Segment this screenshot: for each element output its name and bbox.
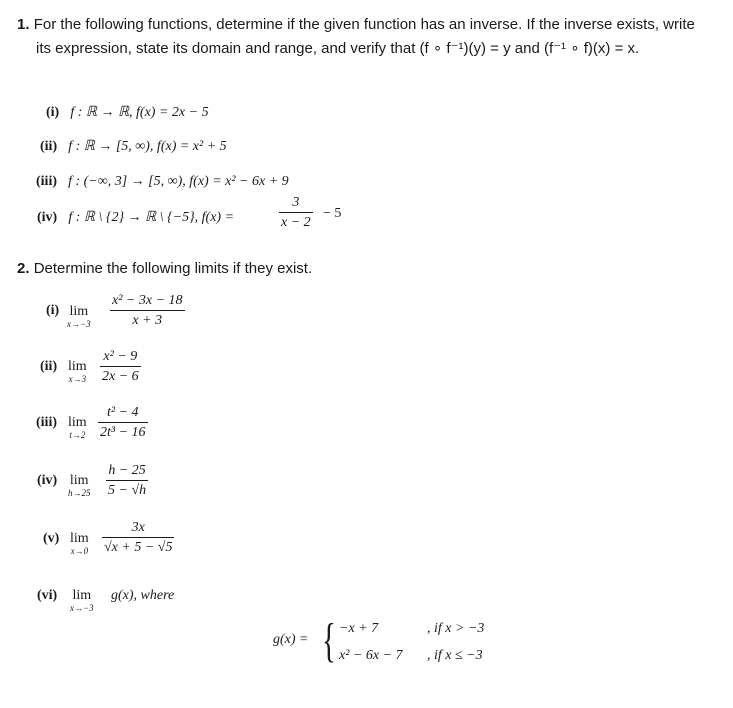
item-text: f : ℝ → ℝ, f(x) = 2x − 5 [70,105,209,120]
fraction-bar [279,212,313,213]
lim-subscript: t→2 [69,430,86,440]
q1-heading-line1 [17,16,695,33]
q1-item-ii [40,135,227,155]
q2-item-vi-text: g(x), where [111,588,175,603]
item-label: (ii) [40,139,58,154]
q2-item-iv-label: (iv) [37,473,58,488]
q2-heading [17,260,312,277]
piecewise-case1-expr: −x + 7 [339,621,379,636]
q2-item-v-label: (v) [43,531,60,546]
left-brace-icon: { [322,614,336,667]
q2-item-iv-fraction [106,462,148,499]
item-label: (i) [46,105,60,120]
fraction-bar [102,537,174,538]
piecewise-lhs: g(x) = [273,632,309,647]
lim-word: lim [69,304,89,319]
item-text: f : ℝ \ {2} → ℝ \ {−5}, f(x) = [68,210,235,225]
denominator: x − 2 [281,215,311,230]
fraction-bar [110,310,185,311]
q1-line2: its expression, state its domain and range, and verify that (f ∘ f⁻¹)(y) = y and (f⁻¹ ∘ f)(x) = x. [36,40,640,57]
q1-number: 1. [17,16,30,33]
lim-subscript: x→−3 [70,603,94,613]
fraction-bar [106,480,148,481]
q2-item-iii-label: (iii) [36,415,57,430]
lim-subscript: x→3 [68,374,87,384]
item-label: (iv) [37,210,58,225]
q1-item-iii [36,170,289,190]
lim-subscript: h→25 [68,488,91,498]
q2-item-ii-fraction [100,348,141,385]
lim-word: lim [69,473,89,488]
numerator: 3 [292,195,300,210]
lim-word: lim [68,415,87,430]
q1-line1: For the following functions, determine if the given function has an inverse. If the inverse exists, write [33,16,695,33]
q2-item-iv-limit [68,474,91,498]
piecewise-case1-cond: , if x > −3 [427,621,485,636]
denominator: √x + 5 − √5 [104,540,173,555]
q2-item-i-label: (i) [46,303,60,318]
numerator: x² − 9 [103,349,138,364]
q2-item-iii-limit [68,416,87,440]
q2-item-v-limit [70,532,89,556]
lim-subscript: x→−3 [67,319,91,329]
fraction-bar [100,366,141,367]
q1-item-i [46,101,209,121]
numerator: 3x [131,520,145,535]
numerator: h − 25 [108,463,146,478]
piecewise-case2-cond: , if x ≤ −3 [427,648,483,663]
q2-item-ii-label: (ii) [40,359,58,374]
fraction-bar [98,422,148,423]
numerator: x² − 3x − 18 [112,293,183,308]
denominator: 2x − 6 [102,369,139,384]
q2-item-vi-label: (vi) [37,588,58,603]
item-label: (iii) [36,174,57,189]
q2-number: 2. [17,260,30,277]
q2-item-v-fraction [102,519,174,556]
denominator: x + 3 [132,313,163,328]
lim-word: lim [70,531,89,546]
numerator: t² − 4 [107,405,139,420]
q2-item-i-fraction [110,292,185,329]
q1-item-iv [37,206,234,226]
q2-item-vi-limit [70,589,94,613]
item-text: f : ℝ → [5, ∞), f(x) = x² + 5 [68,139,227,154]
denominator: 2t³ − 16 [100,425,146,440]
q1-item-iv-fraction [279,194,313,231]
item-text: f : (−∞, 3] → [5, ∞), f(x) = x² − 6x + 9 [68,174,289,189]
lim-subscript: x→0 [70,546,89,556]
q2-item-i-limit [67,305,91,329]
lim-word: lim [72,588,92,603]
q1-item-iv-tail: − 5 [323,206,342,221]
q2-item-ii-limit [68,360,87,384]
lim-word: lim [68,359,87,374]
q2-item-iii-fraction [98,404,148,441]
q2-title: Determine the following limits if they exist. [33,260,313,277]
denominator: 5 − √h [108,483,147,498]
piecewise-case2-expr: x² − 6x − 7 [339,648,403,663]
